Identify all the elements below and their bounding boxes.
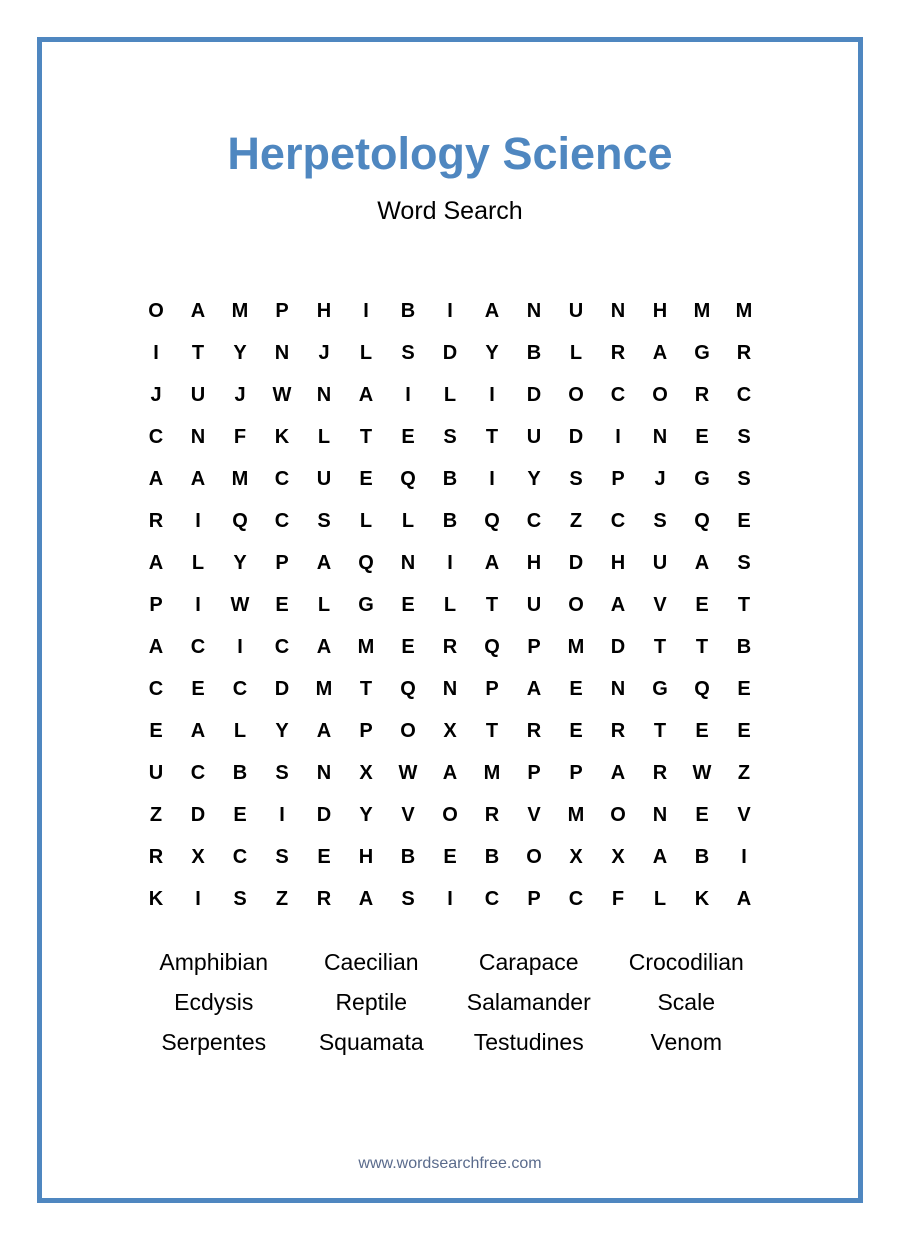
grid-letter: C xyxy=(526,509,542,532)
grid-letter: T xyxy=(653,719,667,742)
grid-letter: C xyxy=(568,887,584,910)
word-list-item: Serpentes xyxy=(161,1028,267,1055)
grid-letter: G xyxy=(694,341,710,364)
grid-letter: A xyxy=(694,551,710,574)
grid-letter: H xyxy=(652,299,668,322)
grid-letter: E xyxy=(737,509,751,532)
grid-letter: E xyxy=(401,635,415,658)
grid-letter: N xyxy=(526,299,542,322)
grid-letter: B xyxy=(484,845,500,868)
grid-letter: N xyxy=(316,761,332,784)
grid-letter: P xyxy=(275,299,289,322)
grid-letter: A xyxy=(316,719,332,742)
grid-letter: S xyxy=(737,425,751,448)
grid-letter: X xyxy=(359,761,373,784)
grid-letter: X xyxy=(443,719,457,742)
grid-letter: I xyxy=(153,341,159,364)
grid-letter: E xyxy=(233,803,247,826)
grid-letter: Z xyxy=(275,887,289,910)
grid-letter: L xyxy=(233,719,247,742)
footer-url: www.wordsearchfree.com xyxy=(358,1155,542,1172)
grid-letter: E xyxy=(317,845,331,868)
grid-letter: C xyxy=(736,383,752,406)
grid-letter: I xyxy=(363,299,369,322)
grid-letter: E xyxy=(191,677,205,700)
grid-letter: S xyxy=(653,509,667,532)
grid-letter: M xyxy=(693,299,711,322)
grid-letter: D xyxy=(568,425,584,448)
grid-letter: E xyxy=(737,677,751,700)
word-list-item: Amphibian xyxy=(159,948,269,975)
grid-letter: D xyxy=(442,341,458,364)
grid-letter: T xyxy=(191,341,205,364)
grid-letter: O xyxy=(652,383,668,406)
grid-letter: O xyxy=(568,593,584,616)
grid-letter: M xyxy=(567,803,585,826)
grid-letter: A xyxy=(736,887,752,910)
grid-letter: O xyxy=(568,383,584,406)
grid-letter: P xyxy=(527,761,541,784)
grid-letter: M xyxy=(357,635,375,658)
grid-letter: M xyxy=(231,299,249,322)
word-list-item: Testudines xyxy=(473,1028,584,1055)
grid-letter: A xyxy=(190,467,206,490)
grid-letter: R xyxy=(610,341,626,364)
grid-letter: U xyxy=(526,425,542,448)
grid-letter: Z xyxy=(149,803,163,826)
grid-letter: S xyxy=(401,887,415,910)
word-list-item: Carapace xyxy=(478,948,579,975)
grid-letter: A xyxy=(148,551,164,574)
grid-letter: Q xyxy=(694,509,710,532)
grid-letter: N xyxy=(274,341,290,364)
grid-letter: N xyxy=(610,299,626,322)
grid-letter: S xyxy=(317,509,331,532)
grid-letter: V xyxy=(401,803,415,826)
grid-letter: S xyxy=(275,761,289,784)
grid-letter: X xyxy=(569,845,583,868)
grid-letter: I xyxy=(195,509,201,532)
grid-letter: C xyxy=(148,677,164,700)
grid-letter: R xyxy=(148,509,164,532)
grid-letter: T xyxy=(695,635,709,658)
grid-letter: B xyxy=(442,509,458,532)
grid-letter: S xyxy=(737,467,751,490)
grid-letter: Z xyxy=(737,761,751,784)
grid-letter: A xyxy=(442,761,458,784)
grid-letter: R xyxy=(652,761,668,784)
grid-letter: T xyxy=(653,635,667,658)
grid-letter: A xyxy=(148,467,164,490)
grid-letter: U xyxy=(652,551,668,574)
grid-letter: E xyxy=(695,803,709,826)
grid-letter: O xyxy=(610,803,626,826)
grid-letter: I xyxy=(195,887,201,910)
grid-letter: I xyxy=(195,593,201,616)
grid-letter: B xyxy=(232,761,248,784)
grid-letter: A xyxy=(316,551,332,574)
grid-letter: M xyxy=(315,677,333,700)
grid-letter: U xyxy=(526,593,542,616)
grid-letter: S xyxy=(443,425,457,448)
grid-letter: L xyxy=(443,383,457,406)
grid-letter: A xyxy=(484,299,500,322)
grid-letter: L xyxy=(569,341,583,364)
grid-letter: G xyxy=(694,467,710,490)
letter-grid xyxy=(135,290,765,920)
grid-letter: C xyxy=(190,761,206,784)
grid-letter: K xyxy=(148,887,164,910)
word-list-item: Squamata xyxy=(318,1028,424,1055)
grid-letter: N xyxy=(610,677,626,700)
grid-letter: Y xyxy=(233,341,247,364)
grid-letter: I xyxy=(405,383,411,406)
grid-letter: E xyxy=(443,845,457,868)
grid-letter: J xyxy=(318,341,330,364)
grid-letter: C xyxy=(610,509,626,532)
grid-letter: P xyxy=(149,593,163,616)
grid-letter: Q xyxy=(232,509,248,532)
grid-letter: S xyxy=(275,845,289,868)
grid-letter: Y xyxy=(359,803,373,826)
grid-letter: P xyxy=(527,635,541,658)
grid-letter: E xyxy=(695,425,709,448)
grid-letter: I xyxy=(447,299,453,322)
grid-letter: L xyxy=(359,509,373,532)
grid-letter: N xyxy=(652,803,668,826)
grid-letter: R xyxy=(148,845,164,868)
grid-letter: S xyxy=(401,341,415,364)
grid-letter: V xyxy=(527,803,541,826)
word-list-item: Scale xyxy=(657,988,716,1015)
grid-letter: J xyxy=(234,383,246,406)
grid-letter: U xyxy=(190,383,206,406)
grid-letter: B xyxy=(442,467,458,490)
grid-letter: V xyxy=(737,803,751,826)
grid-letter: Q xyxy=(358,551,374,574)
grid-letter: E xyxy=(695,593,709,616)
grid-letter: M xyxy=(231,467,249,490)
grid-letter: E xyxy=(359,467,373,490)
grid-letter: P xyxy=(359,719,373,742)
word-list xyxy=(135,942,765,1062)
grid-letter: A xyxy=(190,719,206,742)
word-list-item: Venom xyxy=(650,1028,723,1055)
grid-letter: H xyxy=(316,299,332,322)
grid-letter: R xyxy=(694,383,710,406)
grid-letter: E xyxy=(569,677,583,700)
grid-letter: P xyxy=(485,677,499,700)
grid-letter: H xyxy=(610,551,626,574)
grid-letter: B xyxy=(400,299,416,322)
grid-letter: A xyxy=(652,845,668,868)
grid-letter: A xyxy=(190,299,206,322)
grid-letter: C xyxy=(232,677,248,700)
grid-letter: E xyxy=(149,719,163,742)
grid-letter: W xyxy=(230,593,250,616)
grid-letter: B xyxy=(400,845,416,868)
grid-letter: T xyxy=(485,593,499,616)
grid-letter: L xyxy=(359,341,373,364)
grid-letter: U xyxy=(148,761,164,784)
grid-letter: E xyxy=(569,719,583,742)
grid-letter: O xyxy=(400,719,416,742)
grid-letter: P xyxy=(275,551,289,574)
grid-letter: G xyxy=(652,677,668,700)
grid-letter: O xyxy=(442,803,458,826)
grid-letter: S xyxy=(737,551,751,574)
grid-letter: P xyxy=(569,761,583,784)
grid-letter: A xyxy=(610,761,626,784)
grid-letter: O xyxy=(526,845,542,868)
grid-letter: Z xyxy=(569,509,583,532)
grid-letter: U xyxy=(316,467,332,490)
grid-letter: Y xyxy=(233,551,247,574)
grid-letter: C xyxy=(274,467,290,490)
grid-letter: D xyxy=(274,677,290,700)
grid-letter: M xyxy=(483,761,501,784)
grid-letter: T xyxy=(485,425,499,448)
word-list-item: Ecdysis xyxy=(174,988,254,1015)
grid-letter: J xyxy=(654,467,666,490)
grid-letter: T xyxy=(737,593,751,616)
grid-letter: C xyxy=(190,635,206,658)
grid-letter: R xyxy=(484,803,500,826)
page-subtitle: Word Search xyxy=(377,197,523,225)
grid-letter: Q xyxy=(400,677,416,700)
grid-letter: I xyxy=(447,887,453,910)
grid-letter: N xyxy=(190,425,206,448)
page-title: Herpetology Science xyxy=(227,128,673,179)
grid-letter: Y xyxy=(275,719,289,742)
grid-letter: M xyxy=(735,299,753,322)
grid-letter: C xyxy=(232,845,248,868)
grid-letter: N xyxy=(652,425,668,448)
grid-letter: R xyxy=(442,635,458,658)
grid-letter: B xyxy=(736,635,752,658)
grid-letter: P xyxy=(611,467,625,490)
grid-letter: S xyxy=(569,467,583,490)
grid-letter: I xyxy=(489,383,495,406)
grid-letter: C xyxy=(274,509,290,532)
grid-letter: E xyxy=(401,593,415,616)
grid-letter: A xyxy=(652,341,668,364)
word-list-item: Crocodilian xyxy=(628,948,744,975)
grid-letter: I xyxy=(741,845,747,868)
grid-letter: A xyxy=(358,887,374,910)
grid-letter: D xyxy=(316,803,332,826)
grid-letter: R xyxy=(610,719,626,742)
grid-letter: R xyxy=(736,341,752,364)
grid-letter: N xyxy=(400,551,416,574)
word-list-item: Salamander xyxy=(466,988,591,1015)
grid-letter: Y xyxy=(485,341,499,364)
grid-letter: Q xyxy=(400,467,416,490)
grid-letter: L xyxy=(653,887,667,910)
grid-letter: D xyxy=(526,383,542,406)
word-list-item: Reptile xyxy=(335,988,408,1015)
grid-letter: L xyxy=(443,593,457,616)
grid-letter: C xyxy=(274,635,290,658)
word-list-item: Caecilian xyxy=(323,948,419,975)
grid-letter: W xyxy=(692,761,712,784)
grid-letter: A xyxy=(610,593,626,616)
grid-letter: Q xyxy=(484,635,500,658)
grid-letter: L xyxy=(317,593,331,616)
grid-letter: E xyxy=(401,425,415,448)
grid-letter: I xyxy=(447,551,453,574)
grid-letter: A xyxy=(316,635,332,658)
grid-letter: D xyxy=(190,803,206,826)
grid-letter: G xyxy=(358,593,374,616)
grid-letter: L xyxy=(191,551,205,574)
grid-letter: E xyxy=(737,719,751,742)
grid-letter: L xyxy=(317,425,331,448)
grid-letter: K xyxy=(694,887,710,910)
grid-letter: Q xyxy=(484,509,500,532)
grid-letter: H xyxy=(526,551,542,574)
grid-letter: N xyxy=(316,383,332,406)
grid-letter: C xyxy=(610,383,626,406)
grid-letter: W xyxy=(272,383,292,406)
grid-letter: T xyxy=(485,719,499,742)
grid-letter: A xyxy=(484,551,500,574)
grid-letter: U xyxy=(568,299,584,322)
grid-letter: A xyxy=(148,635,164,658)
grid-letter: D xyxy=(568,551,584,574)
grid-letter: S xyxy=(233,887,247,910)
grid-letter: C xyxy=(484,887,500,910)
grid-letter: I xyxy=(489,467,495,490)
grid-letter: N xyxy=(442,677,458,700)
grid-letter: B xyxy=(694,845,710,868)
grid-letter: K xyxy=(274,425,290,448)
grid-letter: Y xyxy=(527,467,541,490)
grid-letter: Q xyxy=(694,677,710,700)
grid-letter: P xyxy=(527,887,541,910)
grid-letter: E xyxy=(275,593,289,616)
grid-letter: I xyxy=(237,635,243,658)
grid-letter: X xyxy=(611,845,625,868)
grid-letter: F xyxy=(233,425,247,448)
grid-letter: M xyxy=(567,635,585,658)
grid-letter: L xyxy=(401,509,415,532)
grid-letter: W xyxy=(398,761,418,784)
grid-letter: T xyxy=(359,425,373,448)
grid-letter: B xyxy=(526,341,542,364)
grid-letter: E xyxy=(695,719,709,742)
grid-letter: F xyxy=(611,887,625,910)
grid-letter: R xyxy=(526,719,542,742)
grid-letter: R xyxy=(316,887,332,910)
grid-letter: O xyxy=(148,299,164,322)
grid-letter: X xyxy=(191,845,205,868)
grid-letter: I xyxy=(615,425,621,448)
grid-letter: T xyxy=(359,677,373,700)
grid-letter: J xyxy=(150,383,162,406)
grid-letter: I xyxy=(279,803,285,826)
grid-letter: H xyxy=(358,845,374,868)
grid-letter: A xyxy=(358,383,374,406)
grid-letter: V xyxy=(653,593,667,616)
grid-letter: C xyxy=(148,425,164,448)
grid-letter: A xyxy=(526,677,542,700)
grid-letter: D xyxy=(610,635,626,658)
